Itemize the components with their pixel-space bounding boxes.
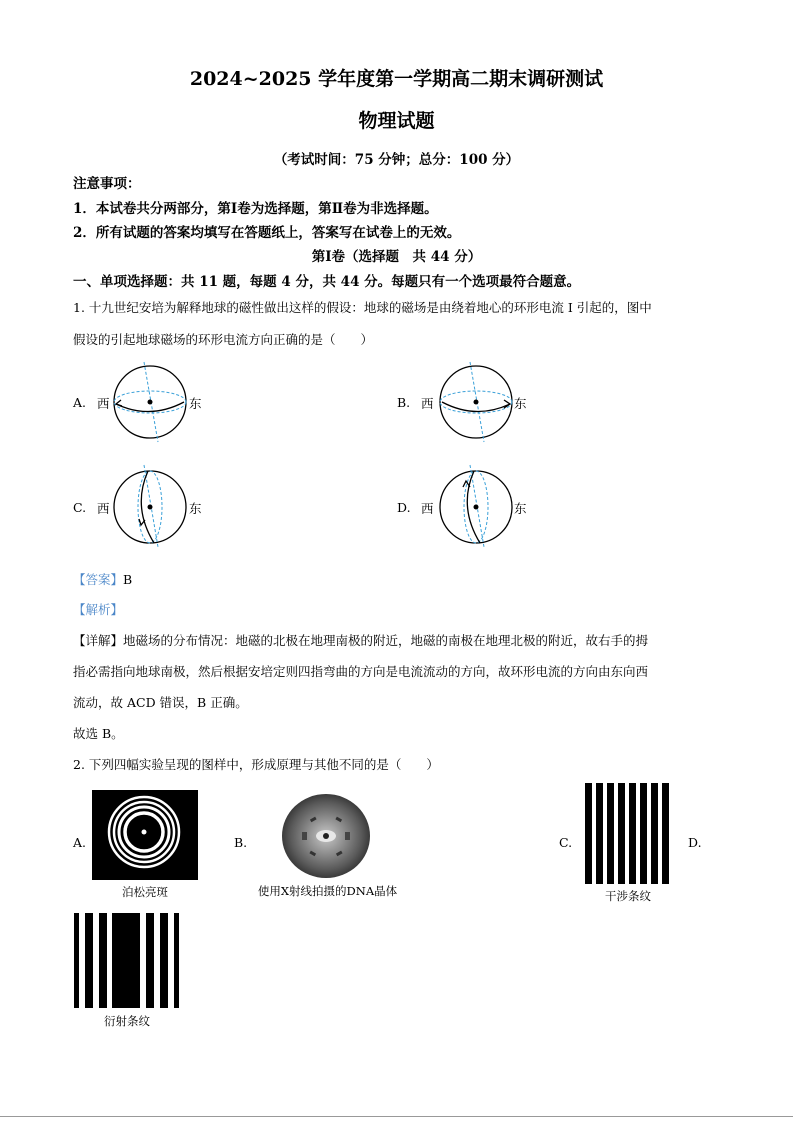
q1-option-c-label: C. (73, 500, 87, 515)
dna-center-dot (323, 833, 329, 839)
q1-option-d-diagram (438, 463, 518, 549)
dna-streak (345, 832, 350, 840)
q2-stem: 2. 下列四幅实验呈现的图样中，形成原理与其他不同的是（ ） (73, 757, 439, 772)
fringe-bar (640, 783, 647, 884)
section-heading: 一、单项选择题：共 11 题，每题 4 分，共 44 分。每题只有一个选项最符合题意。 (73, 274, 581, 290)
fringe-bar (662, 783, 669, 884)
answer-value: B (123, 572, 133, 587)
q1-option-d-label: D. (397, 500, 411, 515)
q2-caption-b: 使用X射线拍摄的DNA晶体 (257, 884, 398, 898)
q1-answer-line (73, 570, 132, 588)
exam-time-info: （考试时间：75 分钟；总分：100 分） (273, 152, 520, 168)
q1-detail-line-1: 【详解】地磁场的分布情况：地磁的北极在地理南极的附近，地磁的南极在地理北极的附近，故右手的拇 (73, 633, 649, 648)
q1-option-b-label: B. (397, 395, 411, 410)
q1-d-east-label: 东 (514, 501, 527, 516)
q1-d-west-label: 西 (421, 501, 434, 516)
q2-option-c-label: C. (559, 835, 573, 850)
q1-stem-line-1: 1. 十九世纪安培为解释地球的磁性做出这样的假设：地球的磁场是由绕着地心的环形电流 I 引起的，图中 (73, 300, 652, 315)
q1-detail-line-2: 指必需指向地球南极，然后根据安培定则四指弯曲的方向是电流流动的方向，故环形电流的方向由东向西 (73, 664, 649, 679)
q1-conclusion: 故选 B。 (73, 726, 124, 741)
fringe-bar (651, 783, 658, 884)
q1-b-east-label: 东 (514, 396, 527, 411)
fringe-bar (174, 913, 179, 1008)
notes-item-1: 1．本试卷共分两部分，第Ⅰ卷为选择题，第Ⅱ卷为非选择题。 (73, 201, 438, 217)
q2-option-a-label: A. (73, 835, 87, 850)
fringe-bar (160, 913, 168, 1008)
earth-center-dot (148, 400, 153, 405)
fringe-bar (618, 783, 625, 884)
subject-title: 物理试题 (358, 110, 435, 132)
q1-a-east-label: 东 (189, 396, 202, 411)
earth-center-dot (474, 400, 479, 405)
earth-center-dot (474, 505, 479, 510)
q1-c-west-label: 西 (97, 501, 110, 516)
fringe-bar (607, 783, 614, 884)
fringe-bar (99, 913, 107, 1008)
part1-heading: 第Ⅰ卷（选择题 共 44 分） (311, 249, 482, 265)
fringe-bar (596, 783, 603, 884)
q1-stem-line-2: 假设的引起地球磁场的环形电流方向正确的是（ ） (73, 332, 374, 347)
q2-caption-a: 泊松亮斑 (122, 885, 168, 899)
q1-option-a-label: A. (73, 395, 87, 410)
answer-label: 【答案】 (73, 572, 124, 587)
dna-streak (302, 832, 307, 840)
dna-xray-image (280, 792, 372, 880)
q2-option-b-label: B. (234, 835, 248, 850)
q2-option-d-label: D. (688, 835, 702, 850)
interference-fringes-image (585, 783, 671, 884)
page-bottom-rule (0, 1116, 793, 1117)
q2-caption-c: 干涉条纹 (605, 889, 651, 903)
fringe-bar (85, 913, 93, 1008)
central-fringe-bar (112, 913, 140, 1008)
notes-item-2: 2．所有试题的答案均填写在答题纸上，答案写在试卷上的无效。 (73, 225, 461, 241)
q1-b-west-label: 西 (421, 396, 434, 411)
fringe-bar (146, 913, 154, 1008)
q1-option-b-diagram (438, 360, 518, 446)
q1-c-east-label: 东 (189, 501, 202, 516)
poisson-spot-image (92, 790, 198, 880)
q1-option-c-diagram (112, 463, 192, 549)
exam-title: 2024~2025 学年度第一学期高二期末调研测试 (189, 68, 604, 90)
fringe-bar (629, 783, 636, 884)
q1-analysis-label: 【解析】 (73, 602, 124, 617)
notes-heading: 注意事项： (73, 176, 141, 192)
fringe-bar (74, 913, 79, 1008)
diffraction-fringes-image (74, 913, 180, 1008)
q1-option-a-diagram (112, 360, 192, 446)
q1-a-west-label: 西 (97, 396, 110, 411)
fringe-bar (585, 783, 592, 884)
q1-detail-line-3: 流动，故 ACD 错误，B 正确。 (73, 695, 248, 710)
earth-center-dot (148, 505, 153, 510)
q2-caption-d: 衍射条纹 (104, 1014, 150, 1028)
bright-spot (142, 830, 147, 835)
